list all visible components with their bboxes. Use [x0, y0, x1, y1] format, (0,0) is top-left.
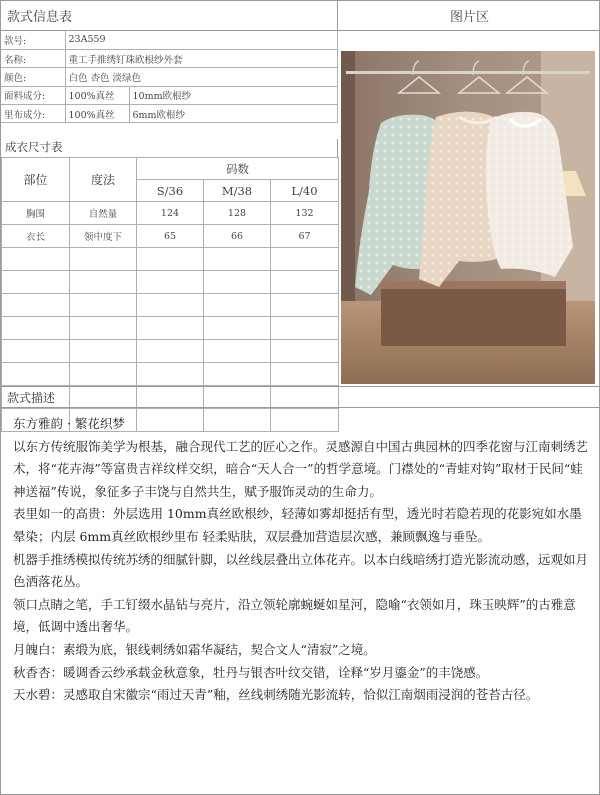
info-value: 100%真丝 — [65, 105, 129, 123]
info-value: 100%真丝 — [65, 86, 129, 104]
cell-part: 胸围 — [2, 202, 70, 225]
table-row — [2, 225, 339, 248]
cell-value: 67 — [271, 225, 339, 248]
description-section-title: 款式描述 — [1, 386, 600, 408]
info-label: 名称: — [1, 49, 65, 67]
info-extra-value: 6mm欧根纱 — [129, 105, 338, 123]
info-row — [1, 86, 338, 104]
info-extra-value: 10mm欧根纱 — [129, 86, 338, 104]
description-paragraph: 以东方传统服饰美学为根基，融合现代工艺的匠心之作。灵感源自中国古典园林的四季花窗与江南刺绣艺术，将“花卉海”等富贵吉祥纹样交织，暗合“天人合一”的哲学意境。门襟处的“青蛙对钩”取材于民间“蛙神送福”传说，象征多子丰饶与自然共生，赋予服饰灵动的生命力。 — [13, 438, 589, 499]
empty-row — [2, 363, 339, 386]
empty-row — [2, 294, 339, 317]
sheet-title: 款式信息表 — [1, 1, 338, 31]
info-label: 颜色: — [1, 68, 65, 86]
description-paragraph: 月魄白：素缎为底，银线刺绣如霜华凝结，契合文人“清寂”之境。 — [13, 641, 376, 657]
description-paragraph: 机器手推绣模拟传统苏绣的细腻针脚，以丝线层叠出立体花卉。以本白线暗绣打造光影流动感，远观如月色洒落花丛。 — [13, 551, 589, 590]
garment-photo-illustration — [341, 51, 595, 384]
description-paragraph: 秋香杏：暖调香云纱承载金秋意象，牡丹与银杏叶纹交错，诠释“岁月鎏金”的丰饶感。 — [13, 664, 489, 680]
empty-row — [2, 340, 339, 363]
garment-photo — [341, 51, 595, 384]
size-header: S/36 — [137, 180, 204, 202]
cell-part: 衣长 — [2, 225, 70, 248]
cell-method: 领中度下 — [70, 225, 137, 248]
size-section-title: 成衣尺寸表 — [1, 139, 338, 157]
cell-value: 66 — [204, 225, 271, 248]
info-row — [1, 105, 338, 123]
col-header-size-group: 码数 — [137, 158, 339, 180]
style-description — [1, 411, 600, 707]
empty-row — [2, 248, 339, 271]
col-header-method: 度法 — [70, 158, 137, 202]
info-value: 重工手推绣钉珠欧根纱外套 — [65, 49, 338, 67]
info-table — [1, 31, 338, 123]
cell-value: 65 — [137, 225, 204, 248]
info-value: 23A559 — [65, 31, 338, 49]
size-header: M/38 — [204, 180, 271, 202]
description-paragraph: 天水碧：灵感取自宋徽宗“雨过天青”釉，丝线刺绣随光影流转，恰似江南烟雨浸润的苍苔古径。 — [13, 687, 539, 703]
info-label: 款号: — [1, 31, 65, 49]
image-area-title: 图片区 — [338, 1, 600, 31]
cell-value: 128 — [204, 202, 271, 225]
info-row — [1, 31, 338, 49]
col-header-part: 部位 — [2, 158, 70, 202]
table-row — [2, 202, 339, 225]
description-paragraph: 领口点睛之笔，手工钉缀水晶钻与亮片，沿立领轮廓蜿蜒如星河，隐喻“衣领如月，珠玉映辉”的古雅意境，低调中透出奢华。 — [13, 596, 576, 635]
empty-row — [2, 271, 339, 294]
cell-method: 自然量 — [70, 202, 137, 225]
cell-value: 124 — [137, 202, 204, 225]
info-label: 里布成分: — [1, 105, 65, 123]
description-paragraph: 表里如一的高贵：外层选用 10mm真丝欧根纱，轻薄如雾却挺括有型，透光时若隐若现的花影宛如水墨晕染；内层 6mm真丝欧根纱里布 轻柔贴肤，双层叠加营造层次感，兼顾飘逸与垂坠。 — [13, 506, 582, 544]
cell-value: 132 — [271, 202, 339, 225]
description-subtitle: 东方雅韵 · 繁花织梦 — [13, 416, 125, 431]
empty-row — [2, 317, 339, 340]
info-value: 白色 杏色 淡绿色 — [65, 68, 338, 86]
size-header: L/40 — [271, 180, 339, 202]
info-row — [1, 49, 338, 67]
info-row — [1, 68, 338, 86]
info-label: 面料成分: — [1, 86, 65, 104]
